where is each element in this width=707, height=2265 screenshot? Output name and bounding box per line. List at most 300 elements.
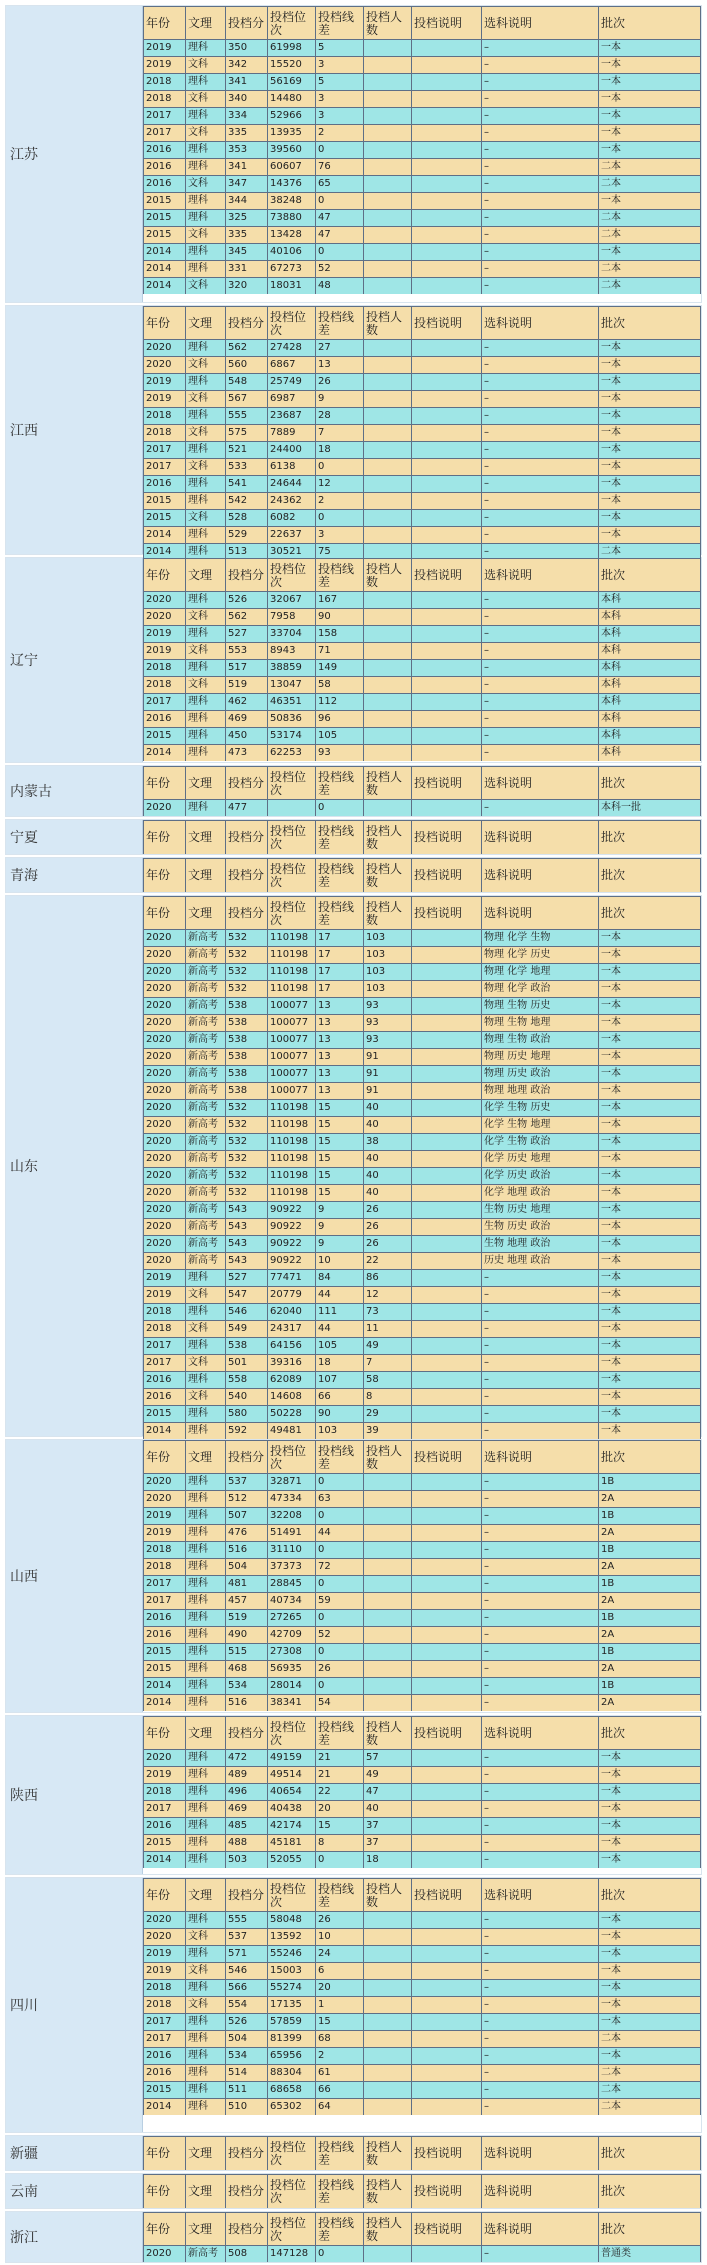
cell-batch: 一本 — [599, 998, 701, 1014]
cell-subjects: – — [482, 176, 599, 192]
cell-rank: 110198 — [268, 1117, 316, 1133]
cell-rank: 24362 — [268, 493, 316, 509]
cell-subjects: 物理 生物 政治 — [482, 1032, 599, 1048]
cell-rank: 53174 — [268, 728, 316, 744]
cell-batch: 本科 — [599, 626, 701, 642]
cell-subjects: 生物 历史 政治 — [482, 1219, 599, 1235]
cell-track: 新高考 — [186, 1134, 226, 1150]
header-batch: 批次 — [599, 307, 701, 340]
cell-count — [364, 391, 412, 407]
cell-note — [412, 2048, 482, 2064]
cell-score: 485 — [226, 1818, 268, 1834]
cell-line-diff: 13 — [316, 1049, 364, 1065]
cell-score: 558 — [226, 1372, 268, 1388]
cell-batch: 一本 — [599, 1980, 701, 1996]
cell-batch: 一本 — [599, 40, 701, 56]
header-year: 年份 — [143, 2175, 186, 2208]
header-subjects: 选科说明 — [482, 897, 599, 930]
cell-score: 516 — [226, 1542, 268, 1558]
cell-track: 文科 — [186, 459, 226, 475]
cell-year: 2018 — [143, 74, 186, 90]
cell-rank: 110198 — [268, 1185, 316, 1201]
cell-note — [412, 1168, 482, 1184]
cell-year: 2015 — [143, 493, 186, 509]
table-row — [143, 1508, 701, 1525]
cell-count — [364, 1695, 412, 1711]
cell-score: 508 — [226, 2246, 268, 2262]
cell-subjects: – — [482, 2048, 599, 2064]
cell-rank: 7889 — [268, 425, 316, 441]
cell-line-diff: 15 — [316, 1117, 364, 1133]
cell-line-diff: 8 — [316, 1835, 364, 1851]
cell-rank: 90922 — [268, 1202, 316, 1218]
cell-score: 469 — [226, 711, 268, 727]
cell-subjects: – — [482, 374, 599, 390]
cell-subjects: 物理 生物 历史 — [482, 998, 599, 1014]
cell-batch: 一本 — [599, 2048, 701, 2064]
header-line-diff: 投档线差 — [316, 1441, 364, 1474]
cell-batch: 一本 — [599, 1946, 701, 1962]
cell-track: 理科 — [186, 1750, 226, 1766]
cell-note — [412, 1202, 482, 1218]
header-subjects: 选科说明 — [482, 7, 599, 40]
cell-year: 2016 — [143, 476, 186, 492]
header-subjects: 选科说明 — [482, 559, 599, 592]
province-block — [5, 895, 702, 1437]
header-year: 年份 — [143, 307, 186, 340]
cell-line-diff: 28 — [316, 408, 364, 424]
cell-note — [412, 1508, 482, 1524]
cell-track: 理科 — [186, 2031, 226, 2047]
cell-batch: 本科 — [599, 711, 701, 727]
cell-rank: 110198 — [268, 1100, 316, 1116]
header-subjects: 选科说明 — [482, 2175, 599, 2208]
cell-track: 文科 — [186, 510, 226, 526]
cell-line-diff: 13 — [316, 1066, 364, 1082]
cell-score: 538 — [226, 1032, 268, 1048]
cell-subjects: – — [482, 728, 599, 744]
province-block — [5, 557, 702, 763]
cell-score: 512 — [226, 1491, 268, 1507]
header-line-diff: 投档线差 — [316, 307, 364, 340]
cell-line-diff: 64 — [316, 2099, 364, 2115]
cell-rank: 110198 — [268, 1168, 316, 1184]
cell-track: 理科 — [186, 800, 226, 816]
cell-note — [412, 745, 482, 761]
header-batch: 批次 — [599, 1879, 701, 1912]
header-track: 文理 — [186, 859, 226, 892]
table-row — [143, 1321, 701, 1338]
cell-score: 540 — [226, 1389, 268, 1405]
cell-line-diff: 68 — [316, 2031, 364, 2047]
cell-note — [412, 442, 482, 458]
cell-batch: 一本 — [599, 125, 701, 141]
cell-note — [412, 643, 482, 659]
cell-line-diff: 0 — [316, 1542, 364, 1558]
cell-year: 2014 — [143, 527, 186, 543]
cell-note — [412, 476, 482, 492]
cell-note — [412, 1784, 482, 1800]
header-score: 投档分 — [226, 1879, 268, 1912]
cell-subjects: – — [482, 1559, 599, 1575]
cell-year: 2016 — [143, 142, 186, 158]
cell-rank: 55274 — [268, 1980, 316, 1996]
header-line-diff: 投档线差 — [316, 2137, 364, 2170]
cell-score: 555 — [226, 408, 268, 424]
cell-subjects: – — [482, 357, 599, 373]
cell-score: 549 — [226, 1321, 268, 1337]
cell-batch: 二本 — [599, 176, 701, 192]
cell-batch: 一本 — [599, 1963, 701, 1979]
cell-rank: 88304 — [268, 2065, 316, 2081]
cell-subjects: – — [482, 108, 599, 124]
cell-track: 理科 — [186, 108, 226, 124]
cell-count: 26 — [364, 1219, 412, 1235]
cell-track: 理科 — [186, 193, 226, 209]
header-subjects: 选科说明 — [482, 1879, 599, 1912]
cell-track: 理科 — [186, 694, 226, 710]
header-batch: 批次 — [599, 821, 701, 854]
score-table — [143, 2212, 701, 2262]
cell-rank: 15003 — [268, 1963, 316, 1979]
cell-track: 理科 — [186, 1372, 226, 1388]
header-line-diff: 投档线差 — [316, 559, 364, 592]
header-count: 投档人数 — [364, 1717, 412, 1750]
cell-rank: 62253 — [268, 745, 316, 761]
cell-count — [364, 1980, 412, 1996]
table-row — [143, 1134, 701, 1151]
cell-line-diff: 0 — [316, 1610, 364, 1626]
header-rank: 投档位次 — [268, 2213, 316, 2246]
cell-year: 2015 — [143, 210, 186, 226]
header-line-diff: 投档线差 — [316, 767, 364, 800]
cell-track: 理科 — [186, 1627, 226, 1643]
cell-rank: 90922 — [268, 1219, 316, 1235]
table-row — [143, 193, 701, 210]
cell-count — [364, 1946, 412, 1962]
cell-note — [412, 108, 482, 124]
cell-count — [364, 609, 412, 625]
header-batch: 批次 — [599, 1717, 701, 1750]
cell-note — [412, 40, 482, 56]
cell-track: 理科 — [186, 1406, 226, 1422]
cell-rank: 14608 — [268, 1389, 316, 1405]
score-table — [143, 2136, 701, 2170]
cell-rank: 32871 — [268, 1474, 316, 1490]
cell-track: 理科 — [186, 1423, 226, 1439]
table-row — [143, 1185, 701, 1202]
cell-note — [412, 278, 482, 294]
cell-line-diff: 0 — [316, 510, 364, 526]
cell-note — [412, 592, 482, 608]
cell-batch: 一本 — [599, 142, 701, 158]
cell-batch: 一本 — [599, 1270, 701, 1286]
cell-track: 新高考 — [186, 1083, 226, 1099]
header-subjects: 选科说明 — [482, 859, 599, 892]
header-track: 文理 — [186, 2175, 226, 2208]
cell-year: 2019 — [143, 643, 186, 659]
cell-track: 新高考 — [186, 947, 226, 963]
cell-track: 文科 — [186, 1963, 226, 1979]
table-row — [143, 660, 701, 677]
cell-subjects: – — [482, 1801, 599, 1817]
cell-track: 理科 — [186, 442, 226, 458]
cell-count — [364, 357, 412, 373]
cell-note — [412, 261, 482, 277]
cell-year: 2020 — [143, 592, 186, 608]
cell-count — [364, 493, 412, 509]
cell-score: 529 — [226, 527, 268, 543]
table-row — [143, 374, 701, 391]
table-row — [143, 2082, 701, 2099]
cell-year: 2016 — [143, 159, 186, 175]
cell-line-diff: 9 — [316, 1202, 364, 1218]
cell-line-diff: 2 — [316, 125, 364, 141]
cell-score: 477 — [226, 800, 268, 816]
table-row — [143, 947, 701, 964]
header-track: 文理 — [186, 1441, 226, 1474]
cell-rank: 40734 — [268, 1593, 316, 1609]
cell-line-diff: 6 — [316, 1963, 364, 1979]
cell-score: 514 — [226, 2065, 268, 2081]
province-block — [5, 1715, 702, 1875]
cell-note — [412, 391, 482, 407]
cell-track: 理科 — [186, 1610, 226, 1626]
table-header-row — [143, 1716, 701, 1750]
header-count: 投档人数 — [364, 767, 412, 800]
cell-rank: 42709 — [268, 1627, 316, 1643]
cell-count — [364, 40, 412, 56]
cell-line-diff: 112 — [316, 694, 364, 710]
cell-track: 理科 — [186, 527, 226, 543]
table-row — [143, 1784, 701, 1801]
score-table — [143, 2174, 701, 2208]
cell-year: 2015 — [143, 728, 186, 744]
header-rank: 投档位次 — [268, 859, 316, 892]
table-row — [143, 1678, 701, 1695]
cell-count — [364, 210, 412, 226]
cell-rank: 49514 — [268, 1767, 316, 1783]
header-line-diff: 投档线差 — [316, 859, 364, 892]
cell-batch: 一本 — [599, 1100, 701, 1116]
cell-subjects: – — [482, 244, 599, 260]
table-row — [143, 2065, 701, 2082]
cell-line-diff: 15 — [316, 1168, 364, 1184]
cell-note — [412, 1474, 482, 1490]
cell-subjects: – — [482, 2014, 599, 2030]
header-score: 投档分 — [226, 821, 268, 854]
cell-rank: 28014 — [268, 1678, 316, 1694]
cell-score: 462 — [226, 694, 268, 710]
header-batch: 批次 — [599, 897, 701, 930]
cell-count — [364, 193, 412, 209]
cell-count — [364, 442, 412, 458]
header-count: 投档人数 — [364, 821, 412, 854]
cell-score: 473 — [226, 745, 268, 761]
cell-count: 91 — [364, 1066, 412, 1082]
cell-line-diff: 72 — [316, 1559, 364, 1575]
cell-note — [412, 1151, 482, 1167]
cell-rank: 6082 — [268, 510, 316, 526]
cell-note — [412, 2246, 482, 2262]
cell-year: 2014 — [143, 745, 186, 761]
cell-line-diff: 76 — [316, 159, 364, 175]
cell-batch: 2A — [599, 1491, 701, 1507]
cell-year: 2018 — [143, 1542, 186, 1558]
cell-track: 理科 — [186, 493, 226, 509]
cell-note — [412, 1963, 482, 1979]
cell-subjects: 历史 地理 政治 — [482, 1253, 599, 1269]
table-row — [143, 1406, 701, 1423]
cell-note — [412, 125, 482, 141]
cell-count: 40 — [364, 1168, 412, 1184]
cell-note — [412, 1525, 482, 1541]
cell-year: 2018 — [143, 425, 186, 441]
cell-year: 2020 — [143, 1219, 186, 1235]
table-row — [143, 1946, 701, 1963]
cell-score: 532 — [226, 964, 268, 980]
header-score: 投档分 — [226, 897, 268, 930]
table-row — [143, 1015, 701, 1032]
cell-line-diff: 90 — [316, 1406, 364, 1422]
cell-line-diff: 26 — [316, 374, 364, 390]
cell-batch: 一本 — [599, 193, 701, 209]
cell-line-diff: 105 — [316, 728, 364, 744]
score-table — [143, 1716, 701, 1874]
cell-note — [412, 1389, 482, 1405]
cell-batch: 一本 — [599, 527, 701, 543]
cell-count — [364, 1508, 412, 1524]
cell-score: 519 — [226, 1610, 268, 1626]
cell-note — [412, 1542, 482, 1558]
cell-line-diff: 0 — [316, 1644, 364, 1660]
cell-line-diff: 15 — [316, 2014, 364, 2030]
score-table — [143, 1878, 701, 2132]
table-row — [143, 1270, 701, 1287]
cell-subjects: – — [482, 643, 599, 659]
cell-year: 2019 — [143, 1525, 186, 1541]
cell-year: 2020 — [143, 930, 186, 946]
cell-note — [412, 964, 482, 980]
cell-count — [364, 677, 412, 693]
cell-track: 新高考 — [186, 1100, 226, 1116]
cell-note — [412, 142, 482, 158]
cell-note — [412, 459, 482, 475]
cell-line-diff: 0 — [316, 1852, 364, 1868]
score-table — [143, 558, 701, 762]
cell-line-diff: 44 — [316, 1287, 364, 1303]
cell-line-diff: 0 — [316, 1678, 364, 1694]
cell-note — [412, 357, 482, 373]
cell-rank: 61998 — [268, 40, 316, 56]
cell-rank: 110198 — [268, 947, 316, 963]
cell-score: 341 — [226, 159, 268, 175]
header-year: 年份 — [143, 1717, 186, 1750]
header-batch: 批次 — [599, 2137, 701, 2170]
table-header-row — [143, 306, 701, 340]
cell-score: 534 — [226, 1678, 268, 1694]
cell-year: 2019 — [143, 1287, 186, 1303]
cell-note — [412, 1049, 482, 1065]
header-rank: 投档位次 — [268, 559, 316, 592]
header-subjects: 选科说明 — [482, 1717, 599, 1750]
cell-score: 511 — [226, 2082, 268, 2098]
cell-line-diff: 15 — [316, 1100, 364, 1116]
cell-line-diff: 0 — [316, 1474, 364, 1490]
header-note: 投档说明 — [412, 7, 482, 40]
cell-line-diff: 5 — [316, 40, 364, 56]
cell-batch: 一本 — [599, 357, 701, 373]
cell-batch: 一本 — [599, 1236, 701, 1252]
cell-count: 40 — [364, 1117, 412, 1133]
cell-rank: 39560 — [268, 142, 316, 158]
cell-track: 理科 — [186, 1835, 226, 1851]
cell-track: 文科 — [186, 1997, 226, 2013]
cell-count: 22 — [364, 1253, 412, 1269]
cell-subjects: 物理 地理 政治 — [482, 1083, 599, 1099]
header-count: 投档人数 — [364, 559, 412, 592]
cell-rank: 50228 — [268, 1406, 316, 1422]
cell-year: 2020 — [143, 609, 186, 625]
cell-rank: 25749 — [268, 374, 316, 390]
cell-score: 489 — [226, 1767, 268, 1783]
cell-subjects: – — [482, 1542, 599, 1558]
cell-subjects: – — [482, 459, 599, 475]
table-row — [143, 1219, 701, 1236]
cell-batch: 二本 — [599, 2065, 701, 2081]
cell-note — [412, 244, 482, 260]
header-year: 年份 — [143, 559, 186, 592]
cell-rank: 32067 — [268, 592, 316, 608]
cell-batch: 2A — [599, 1559, 701, 1575]
cell-count — [364, 2099, 412, 2115]
cell-year: 2017 — [143, 459, 186, 475]
cell-count — [364, 2082, 412, 2098]
cell-note — [412, 1767, 482, 1783]
cell-batch: 一本 — [599, 1015, 701, 1031]
cell-track: 理科 — [186, 745, 226, 761]
cell-note — [412, 1576, 482, 1592]
cell-rank: 22637 — [268, 527, 316, 543]
cell-year: 2016 — [143, 1610, 186, 1626]
cell-count: 37 — [364, 1818, 412, 1834]
cell-track: 文科 — [186, 391, 226, 407]
header-track: 文理 — [186, 897, 226, 930]
table-row — [143, 1980, 701, 1997]
cell-track: 理科 — [186, 2065, 226, 2081]
cell-track: 新高考 — [186, 964, 226, 980]
cell-track: 文科 — [186, 1355, 226, 1371]
cell-subjects: – — [482, 125, 599, 141]
cell-track: 理科 — [186, 40, 226, 56]
cell-batch: 一本 — [599, 340, 701, 356]
cell-subjects: – — [482, 1929, 599, 1945]
table-row — [143, 1389, 701, 1406]
cell-rank: 81399 — [268, 2031, 316, 2047]
province-block — [5, 1877, 702, 2133]
header-rank: 投档位次 — [268, 1717, 316, 1750]
cell-score: 513 — [226, 544, 268, 560]
cell-note — [412, 1355, 482, 1371]
cell-line-diff: 17 — [316, 947, 364, 963]
cell-batch: 一本 — [599, 244, 701, 260]
cell-score: 532 — [226, 1117, 268, 1133]
cell-count — [364, 1525, 412, 1541]
header-line-diff: 投档线差 — [316, 1879, 364, 1912]
cell-count — [364, 1644, 412, 1660]
cell-year: 2017 — [143, 1355, 186, 1371]
cell-count: 40 — [364, 1100, 412, 1116]
